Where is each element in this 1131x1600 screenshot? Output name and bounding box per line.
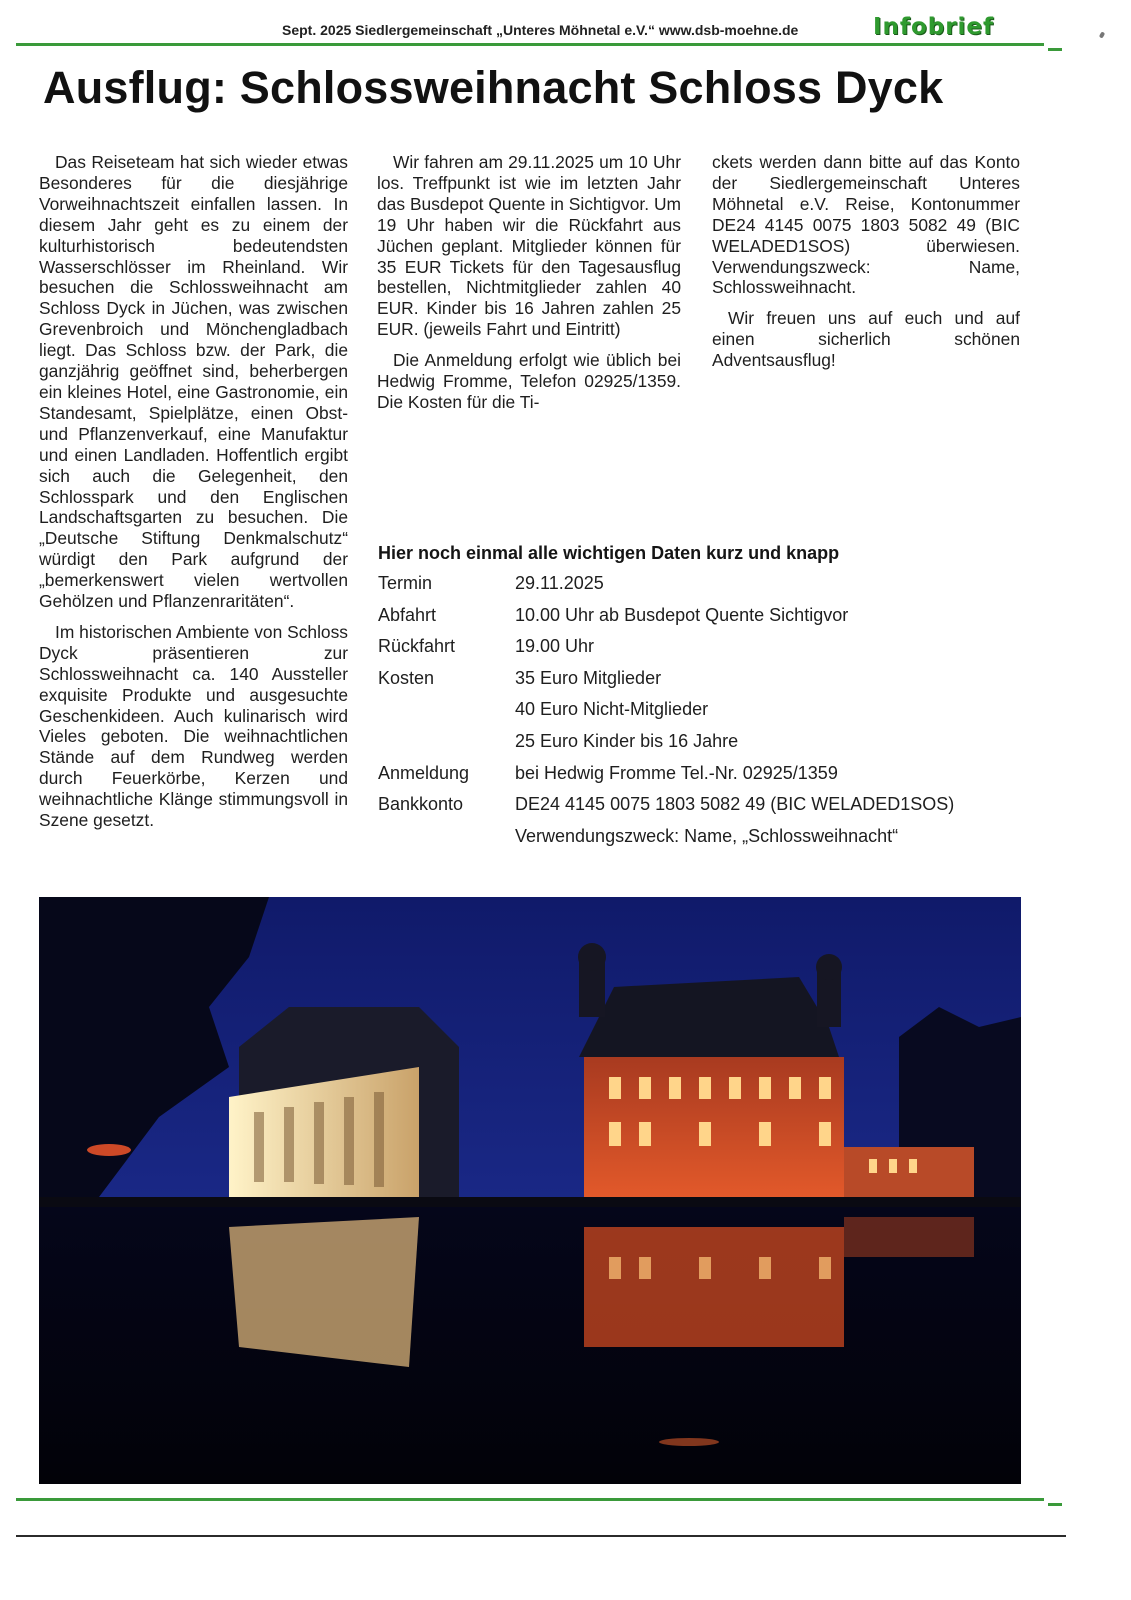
- info-label: Abfahrt: [378, 604, 437, 625]
- header-rule: [16, 43, 1044, 46]
- article-column-3: [712, 152, 1020, 381]
- info-label: Anmeldung: [378, 762, 470, 783]
- info-row-rueckfahrt: [378, 636, 1018, 668]
- info-label: Termin: [378, 573, 433, 593]
- footer-rule-end: [1048, 1503, 1062, 1506]
- info-value: bei Hedwig Fromme Tel.-Nr. 02925/1359: [515, 762, 838, 783]
- info-row-kosten-2: [378, 699, 1018, 731]
- info-row-termin: [378, 573, 1018, 605]
- castle-photo: [39, 897, 1021, 1484]
- info-value: 35 Euro Mitglieder: [515, 667, 662, 688]
- article-column-2: [377, 152, 681, 423]
- header-text: Sept. 2025 Siedlergemeinschaft „Unteres Möhnetal e.V.“ www.dsb-moehne.de: [282, 22, 799, 38]
- info-value: 10.00 Uhr ab Busdepot Quente Sichtigvor: [515, 604, 849, 625]
- info-label: Bankkonto: [378, 794, 464, 815]
- info-value: DE24 4145 0075 1803 5082 49 (BIC WELADED1SOS): [515, 794, 955, 815]
- info-table: [378, 573, 1018, 857]
- paragraph: Im historischen Ambiente von Schloss Dyck präsentieren zur Schlossweihnacht ca. 140 Aussteller exquisite Produkte und ausgesuchte Geschenkideen. Auch kulinarisch wird Vieles geboten. Die weihnachtlichen Stände auf dem Rundweg werden durch Feuerkörbe, Kerzen und weihnachtliche Klänge stimmungsvoll in Szene gesetzt.: [39, 621, 348, 831]
- infobrief-logo: Infobrief: [873, 14, 995, 40]
- info-value: 40 Euro Nicht-Mitglieder: [515, 699, 709, 720]
- info-heading: Hier noch einmal alle wichtigen Daten kurz und knapp: [378, 543, 840, 563]
- info-row-verwendungszweck: [378, 826, 1018, 858]
- scan-mark: [1099, 31, 1105, 38]
- info-label: Kosten: [378, 667, 435, 688]
- info-value: Verwendungszweck: Name, „Schlossweihnacht“: [515, 825, 899, 846]
- info-row-abfahrt: [378, 605, 1018, 637]
- header-rule-end: [1048, 48, 1062, 51]
- info-row-kosten: [378, 668, 1018, 700]
- paragraph: ckets werden dann bitte auf das Konto der Siedlergemeinschaft Unteres Möhnetal e.V. Reise, Kontonummer DE24 4145 0075 1803 5082 49 (BIC WELADED1SOS) überwiesen. Verwendungszweck: Name, Schlossweihnacht.: [712, 152, 1020, 298]
- paragraph: Die Anmeldung erfolgt wie üblich bei Hedwig Fromme, Telefon 02925/1359. Die Kosten für die Ti-: [377, 350, 681, 412]
- info-row-anmeldung: [378, 763, 1018, 795]
- paragraph: Das Reiseteam hat sich wieder etwas Besonderes für die diesjährige Vorweihnachtszeit einfallen lassen. In diesem Jahr geht es zu einem der kulturhistorisch bedeutendsten Wasserschlösser im Rheinland. Wir besuchen die Schlossweihnacht am Schloss Dyck in Jüchen, was zwischen Grevenbroich und Mönchengladbach liegt. Das Schloss bzw. der Park, die ganzjährig geöffnet sind, beherbergen ein kleines Hotel, eine Gastronomie, ein Standesamt, Spielplätze, einen Obst- und Pflanzenverkauf, eine Manufaktur und einen Landladen. Hoffentlich ergibt sich auch die Gelegenheit, den Schlosspark und den Englischen Landschaftsgarten zu besuchen. Die „Deutsche Stiftung Denkmalschutz“ würdigt den Park aufgrund der „bemerkenswert vielen wertvollen Gehölzen und Pflanzenraritäten“.: [39, 152, 348, 612]
- info-value: 29.11.2025: [515, 573, 604, 593]
- page-title: Ausflug: Schlossweihnacht Schloss Dyck: [43, 62, 944, 113]
- info-value: 25 Euro Kinder bis 16 Jahre: [515, 730, 739, 751]
- paragraph: Wir fahren am 29.11.2025 um 10 Uhr los. Treffpunkt ist wie im letzten Jahr das Busdepot Quente in Sichtigvor. Um 19 Uhr haben wir die Rückfahrt aus Jüchen geplant. Mitglieder können für 35 EUR Tickets für den Tagesausflug bestellen, Nichtmitglieder zahlen 40 EUR. Kinder bis 16 Jahren zahlen 25 EUR. (jeweils Fahrt und Eintritt): [377, 152, 681, 340]
- info-value: 19.00 Uhr: [515, 636, 595, 657]
- article-column-1: [39, 152, 348, 841]
- footer-rule: [16, 1498, 1044, 1501]
- paragraph: Wir freuen uns auf euch und auf einen sicherlich schönen Adventsausflug!: [712, 308, 1020, 371]
- info-row-bankkonto: [378, 794, 1018, 826]
- info-label: Rückfahrt: [378, 636, 456, 657]
- info-row-kosten-3: [378, 731, 1018, 763]
- footer-line: [16, 1535, 1066, 1537]
